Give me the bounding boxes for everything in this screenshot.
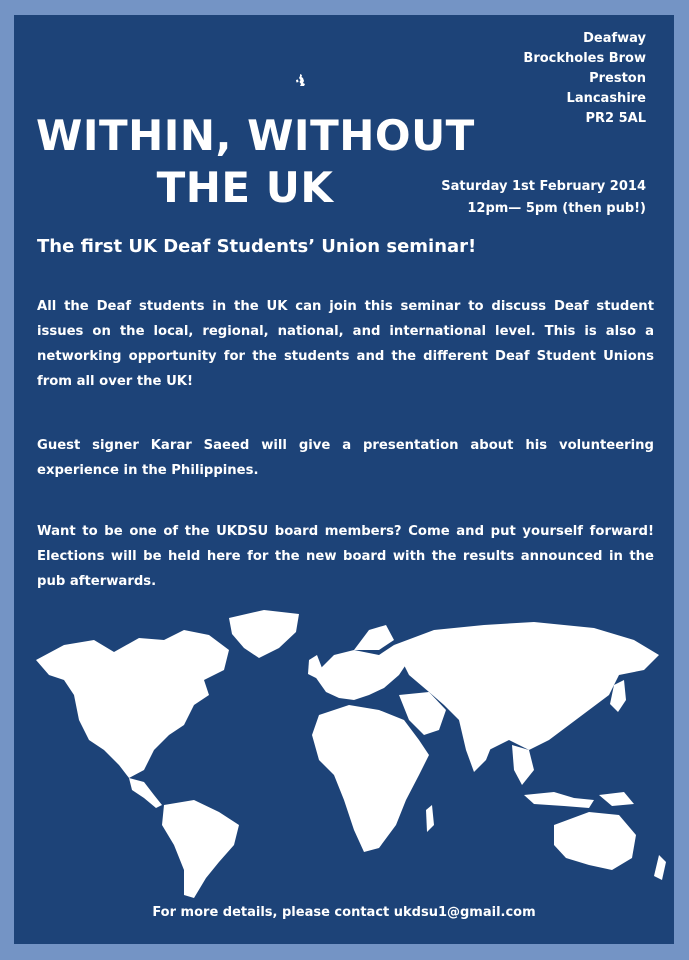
event-date: Saturday 1st February 2014	[441, 179, 646, 194]
address-postcode: PR2 5AL	[585, 111, 646, 126]
scandinavia-shape	[354, 625, 394, 650]
world-map-illustration	[34, 600, 674, 900]
europe-shape	[314, 645, 409, 700]
poster-subtitle: The first UK Deaf Students’ Union seminar!	[37, 236, 477, 257]
address-line: Lancashire	[566, 91, 646, 106]
event-time: 12pm— 5pm (then pub!)	[467, 201, 646, 216]
address-line: Deafway	[583, 31, 646, 46]
uk-map-icon	[294, 73, 308, 87]
central-america-shape	[129, 778, 162, 808]
title-line-2: THE UK	[156, 163, 334, 212]
new-zealand-shape	[654, 855, 666, 880]
north-america-shape	[36, 630, 229, 778]
australia-shape	[554, 812, 636, 870]
title-line-1: WITHIN, WITHOUT	[36, 111, 475, 160]
board-paragraph: Want to be one of the UKDSU board members? Come and put yourself forward! Elections will be held here for the new board with the results announced in the pub afterwards.	[37, 524, 654, 589]
africa-shape	[312, 705, 429, 852]
contact-info: For more details, please contact ukdsu1@gmail.com	[152, 905, 536, 920]
indonesia-shape	[524, 792, 594, 808]
poster-title	[36, 110, 475, 214]
guest-paragraph: Guest signer Karar Saeed will give a presentation about his volunteering experience in the Philippines.	[37, 438, 654, 478]
madagascar-shape	[426, 805, 434, 832]
address-line: Brockholes Brow	[523, 51, 646, 66]
intro-paragraph: All the Deaf students in the UK can join this seminar to discuss Deaf student issues on the local, regional, national, and international level. This is also a networking opportunity for the students and the different Deaf Student Unions from all over the UK!	[37, 299, 654, 389]
event-datetime	[441, 176, 646, 220]
address-line: Preston	[589, 71, 646, 86]
venue-address	[523, 29, 646, 129]
poster	[14, 15, 674, 944]
south-america-shape	[162, 800, 239, 898]
southeast-asia-shape	[512, 745, 534, 785]
greenland-shape	[229, 610, 299, 658]
new-guinea-shape	[599, 792, 634, 806]
